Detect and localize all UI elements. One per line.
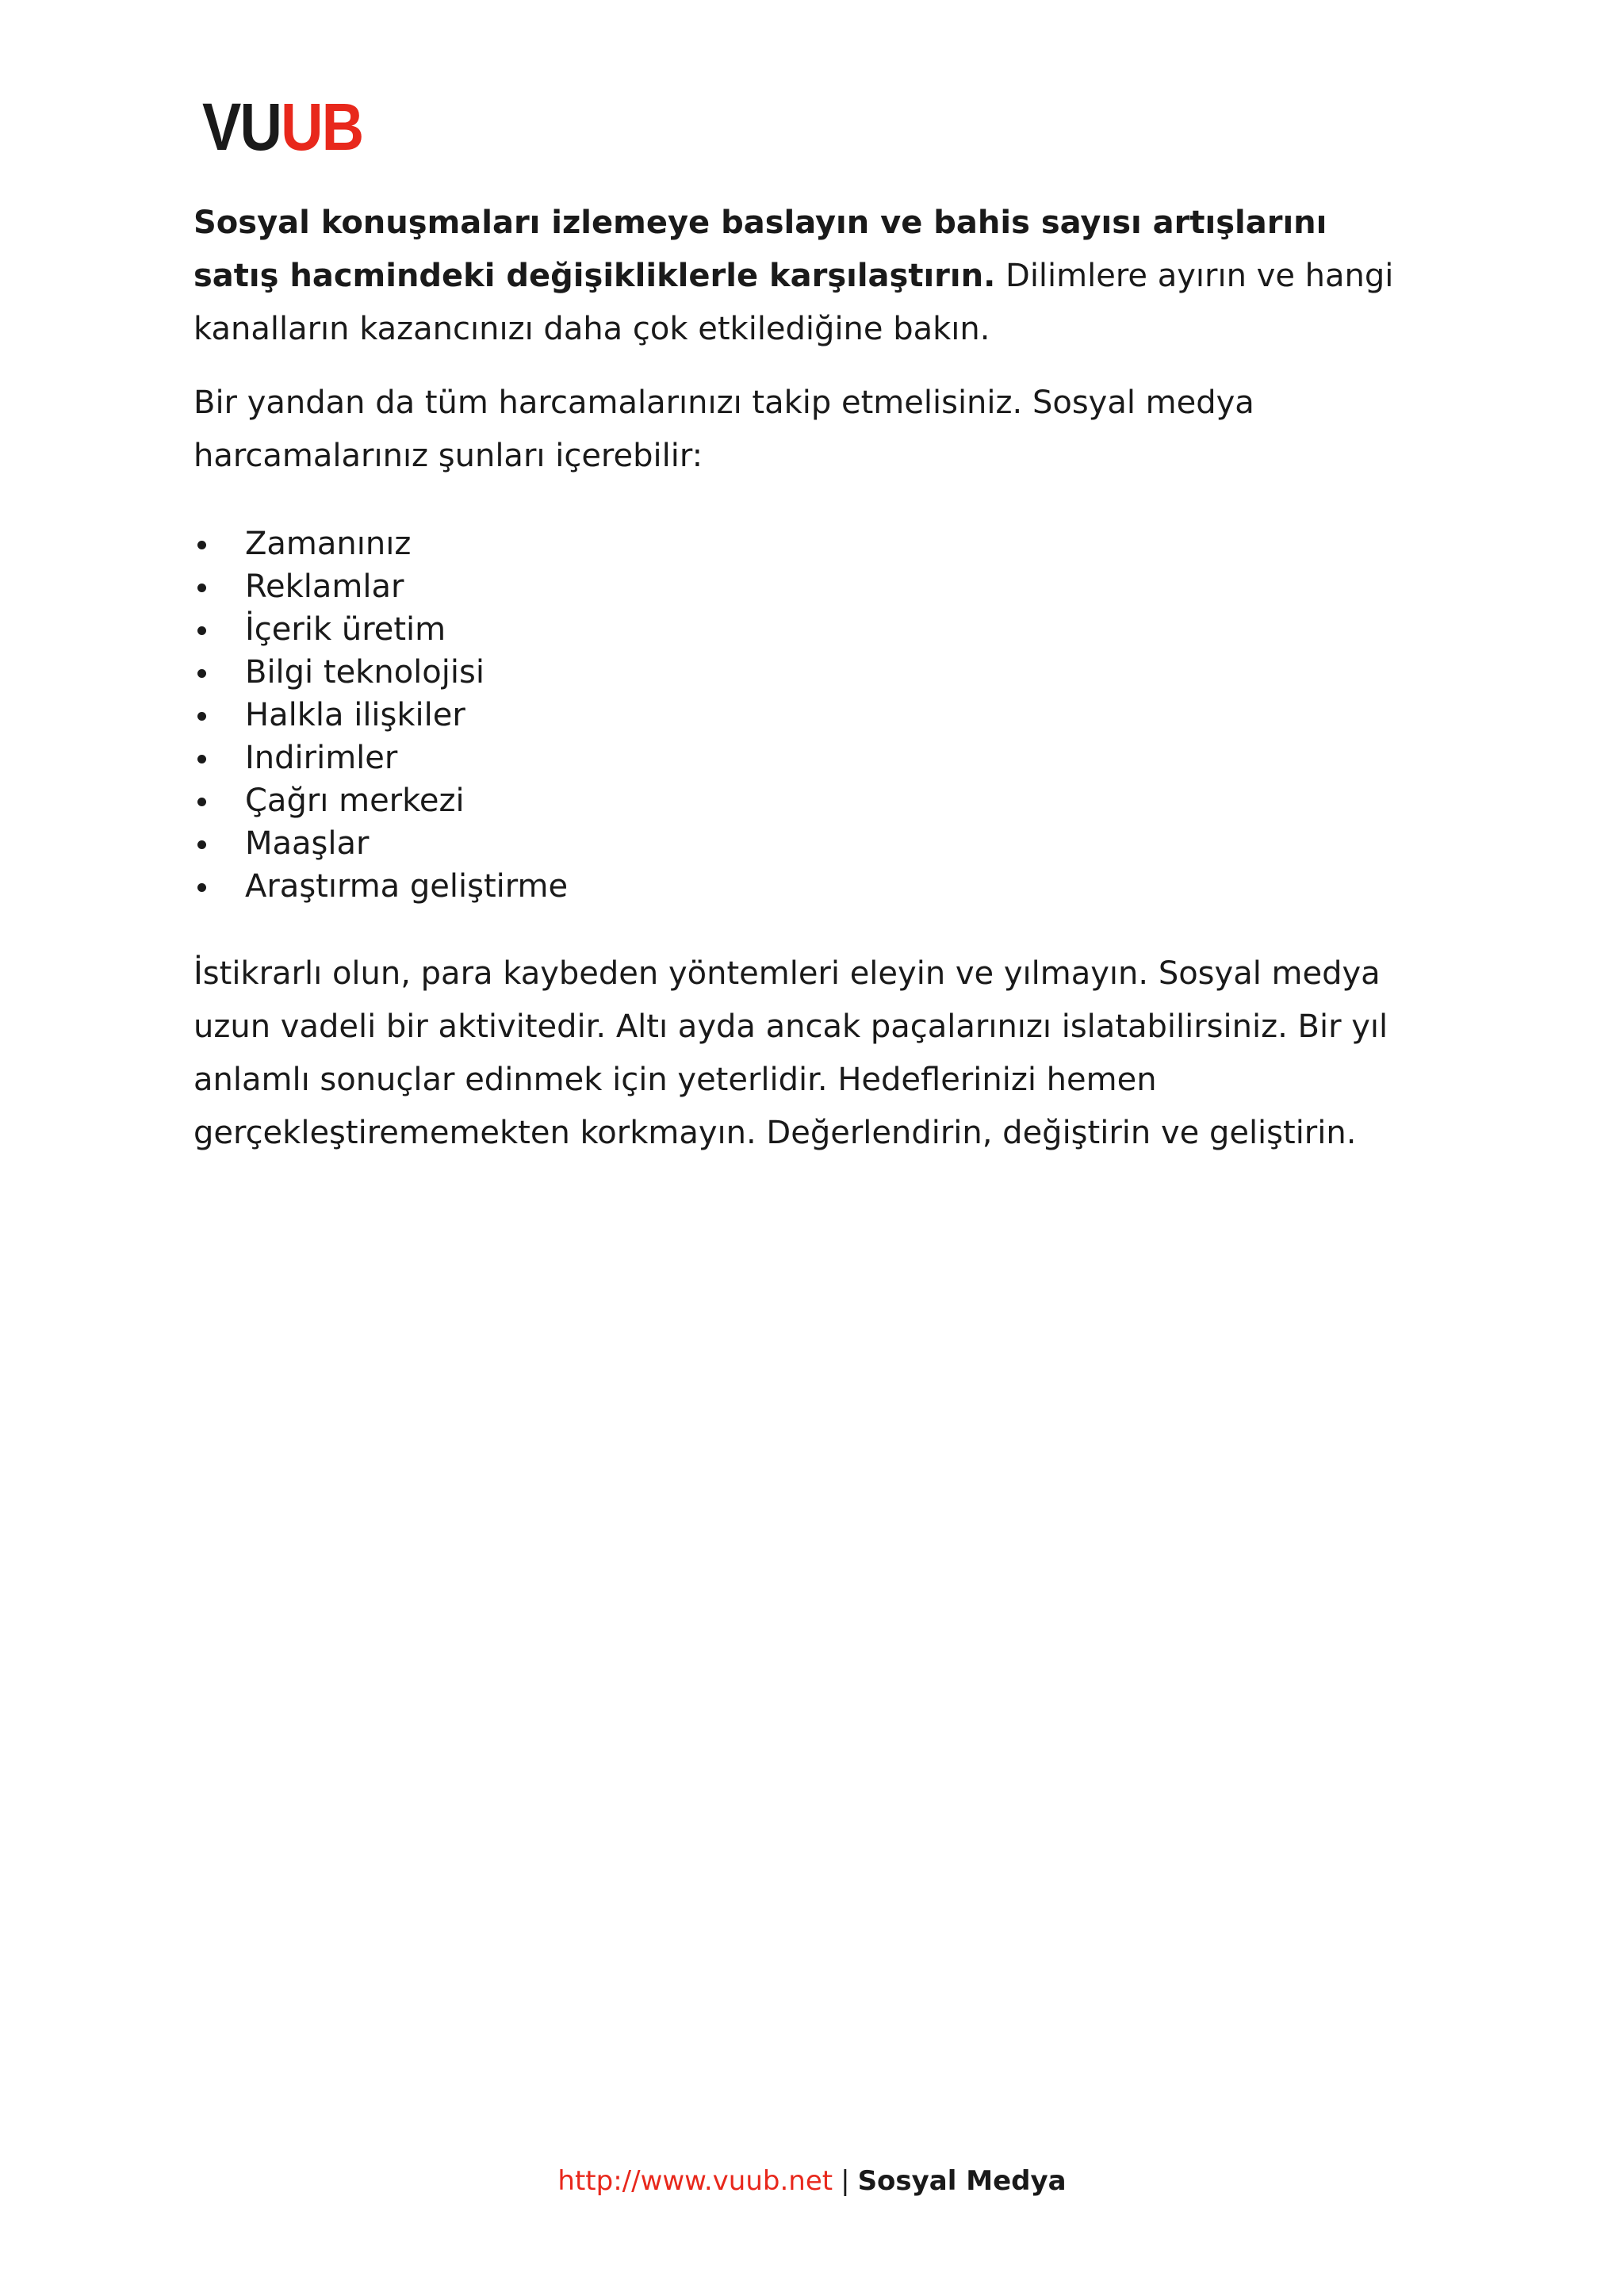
bullet-icon — [197, 626, 206, 635]
bullet-icon — [197, 712, 206, 721]
list-item-text: Çağrı merkezi — [245, 783, 465, 819]
bullet-icon — [197, 669, 206, 678]
expense-list — [193, 522, 1415, 908]
list-item — [193, 737, 1415, 779]
logo-text-ub: UB — [281, 90, 363, 164]
paragraph-intro — [193, 197, 1415, 356]
list-item-text: Maaşlar — [245, 825, 370, 862]
list-item-text: Halkla ilişkiler — [245, 697, 465, 733]
paragraph-intro-rest: Dilimlere ayırın ve hangi kanalların kazancınızı daha çok etkilediğine bakın. — [193, 258, 1394, 347]
list-item — [193, 651, 1415, 694]
list-item — [193, 865, 1415, 908]
page-footer — [0, 2163, 1624, 2199]
list-item — [193, 694, 1415, 737]
paragraph-conclusion: İstikrarlı olun, para kaybeden yöntemleri eleyin ve yılmayın. Sosyal medya uzun vadeli bir aktivitedir. Altı ayda ancak paçalarınızı islatabilirsiniz. Bir yıl anlamlı sonuçlar edinmek için yeterlidir. Hedeflerinizi hemen gerçekleştirememekten korkmayın. Değerlendirin, değiştirin ve geliştirin. — [193, 955, 1388, 1151]
list-item — [193, 522, 1415, 565]
list-item-text: Zamanınız — [245, 526, 412, 562]
footer-section-title: Sosyal Medya — [857, 2165, 1067, 2197]
footer-separator: | — [841, 2165, 850, 2197]
logo-text-vu: VU — [202, 90, 282, 164]
bullet-icon — [197, 584, 206, 592]
bullet-icon — [197, 798, 206, 806]
bullet-icon — [197, 755, 206, 763]
paragraph-expenses: Bir yandan da tüm harcamalarınızı takip etmelisiniz. Sosyal medya harcamalarınız şunları içerebilir: — [193, 385, 1254, 474]
bullet-icon — [197, 840, 206, 849]
list-item-text: Indirimler — [245, 740, 398, 776]
bullet-icon — [197, 883, 206, 892]
list-item-text: Reklamlar — [245, 568, 404, 605]
list-item — [193, 565, 1415, 608]
footer-link[interactable]: http://www.vuub.net — [557, 2165, 833, 2197]
paragraph-intro-bold: Sosyal konuşmaları izlemeye baslayın ve bahis sayısı artışlarını satış hacmindeki değişikliklerle karşılaştırın. — [193, 205, 1327, 294]
document-body — [193, 197, 1415, 1160]
bullet-icon — [197, 541, 206, 549]
vuub-logo — [202, 90, 363, 164]
list-item-text: Araştırma geliştirme — [245, 868, 569, 905]
list-item-text: Bilgi teknolojisi — [245, 654, 485, 691]
list-item — [193, 608, 1415, 651]
list-item — [193, 779, 1415, 822]
list-item — [193, 822, 1415, 865]
list-item-text: İçerik üretim — [245, 611, 446, 648]
